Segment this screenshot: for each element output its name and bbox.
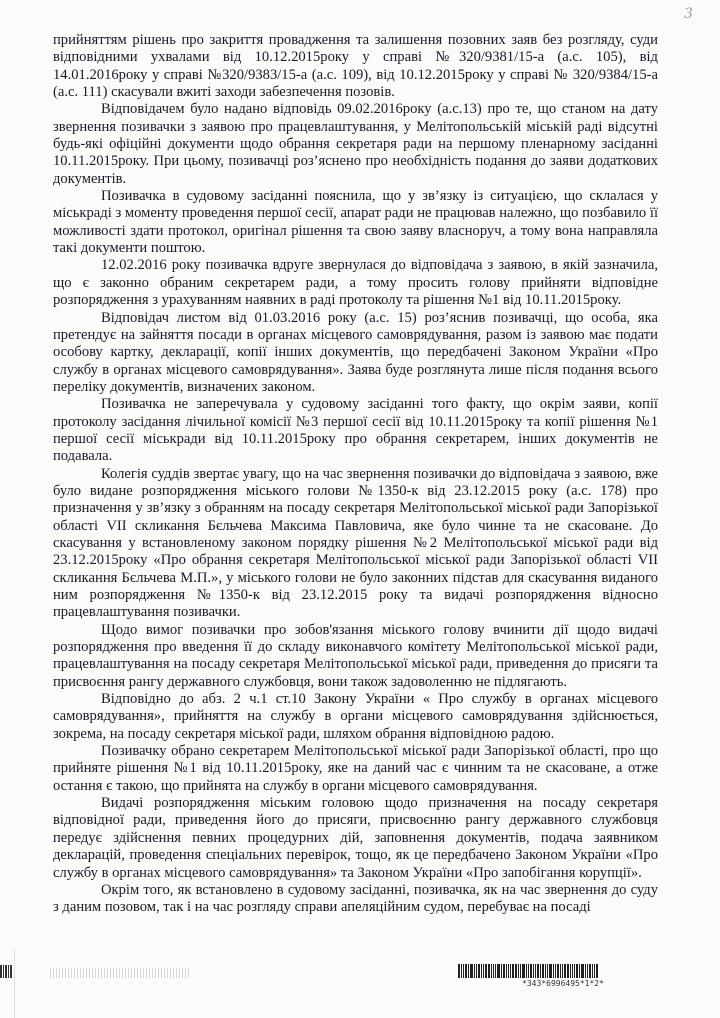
barcode-bar bbox=[560, 964, 561, 978]
barcode-bar bbox=[587, 964, 588, 978]
barcode-bar bbox=[596, 964, 598, 978]
barcode bbox=[458, 964, 658, 988]
barcode-bar bbox=[528, 964, 529, 978]
barcode-bar bbox=[570, 964, 571, 978]
barcode-bar bbox=[537, 964, 539, 978]
barcode-bar bbox=[474, 964, 475, 978]
paragraph: Колегія суддів звертає увагу, що на час звернення позивачки до відповідача з заявою, вже було видане розпорядження міського голови №1350-к від 23.12.2015 року (а.с. 178) про призначення у зв’язку з обранням на посаду секретаря Мелітопольської міської ради Запорізької області VII скликання Бєльчева Максима Павловича, яке було чинне та не скасоване. До скасування у встановленому законом порядку рішення №2 Мелітопольської міської ради від 23.12.2015року «Про обрання секретаря Мелітопольської міської ради Запорізької області VII скликання Бєльчева М.П.», у міського голови не було законних підстав для скасування виданого ним розпорядження №1350-к від 23.12.2015 року та видачі розпорядження відносно працевлаштування позивачки. bbox=[53, 465, 658, 621]
document-body bbox=[53, 32, 658, 917]
barcode-bar bbox=[533, 964, 534, 978]
edge-barcode-fragment bbox=[0, 965, 14, 978]
barcode-bar bbox=[493, 964, 494, 978]
barcode-bar bbox=[468, 964, 469, 978]
barcode-bar bbox=[592, 964, 593, 978]
paragraph: Позивачка не заперечувала у судовому засіданні того факту, що окрім заяви, копії протоколу засідання лічильної комісії №3 першої сесії від 10.11.2015року та копії рішення №1 першої сесії міськради від 10.11.2015року про обрання секретарем, інших документів не подавала. bbox=[53, 396, 658, 465]
barcode-bar bbox=[488, 964, 490, 978]
barcode-bar bbox=[518, 964, 519, 978]
barcode-bar bbox=[589, 964, 591, 978]
barcode-bar bbox=[512, 964, 514, 978]
paragraph: Окрім того, як встановлено в судовому засіданні, позивачка, як на час звернення до суду з даним позовом, так і на час розгляду справи апеляційним судом, перебуває на посаді bbox=[53, 881, 658, 916]
paragraph: Відповідач листом від 01.03.2016 року (а.с. 15) роз’яснив позивачці, що особа, яка претендує на зайняття посади в органах місцевого самоврядування, разом із заявою має подати особову картку, декларації, копії інших документів, що передбачені Законом України «Про службу в органах місцевого самоврядування». Заява буде розглянута лише після подання всього переліку документів, визначених законом. bbox=[53, 309, 658, 395]
barcode-bar bbox=[585, 964, 586, 978]
paragraph: Позивачку обрано секретарем Мелітопольської міської ради Запорізької області, про що прийняте рішення №1 від 10.11.2015року, яке на даний час є чинним та не скасоване, а отже остання є такою, що прийнята на службу в органи місцевого самоврядування. bbox=[53, 743, 658, 794]
barcode-bar bbox=[535, 964, 536, 978]
barcode-text: *343*6996495*1*2* bbox=[522, 979, 604, 988]
barcode-bar bbox=[530, 964, 532, 978]
barcode-bar bbox=[594, 964, 595, 978]
paragraph: 12.02.2016 року позивачка вдруге звернулася до відповідача з заявою, в якій зазначила, що є законно обраним секретарем ради, а тому просить голову прийняти відповідне розпорядження з урахуванням наявних в раді протоколу та рішення №1 від 10.11.2015року. bbox=[53, 257, 658, 309]
barcode-bar bbox=[515, 964, 517, 978]
barcode-bar bbox=[574, 964, 575, 978]
barcode-bar bbox=[520, 964, 521, 978]
barcode-bar bbox=[576, 964, 578, 978]
barcode-bar bbox=[540, 964, 541, 978]
barcode-bar bbox=[526, 964, 527, 978]
barcode-bar bbox=[485, 964, 487, 978]
barcode-bar bbox=[501, 964, 502, 978]
paragraph: Позивачка в судовому засіданні пояснила, що у зв’язку із ситуацією, що склалася у міськраді з моменту проведення першої сесії, апарат ради не працював належно, що позбавило її можливості здати протокол, оригінал рішення та свою заяву власноруч, а тому вона направляла такі документи поштою. bbox=[53, 188, 658, 257]
barcode-bar bbox=[549, 964, 552, 978]
barcode-bar bbox=[542, 964, 544, 978]
barcode-bar bbox=[555, 964, 556, 978]
scan-edge bbox=[14, 950, 15, 1018]
faint-barcode-shadow bbox=[50, 968, 190, 978]
paragraph: Відповідачем було надано відповідь 09.02.2016року (а.с.13) про те, що станом на дату звернення позивачки з заявою про працевлаштування, у Мелітопольській міській раді відсутні будь-які офіційні документи щодо обрання секретаря ради на першому пленарному засіданні 10.11.2015року. При цьому, позивачці роз’яснено про необхідність подання до заяви додаткових документів. bbox=[53, 101, 658, 187]
barcode-bar bbox=[495, 964, 496, 978]
barcode-bar bbox=[465, 964, 467, 978]
page-number-mark: 3 bbox=[684, 6, 693, 22]
barcode-bar bbox=[581, 964, 584, 978]
barcode-bar bbox=[497, 964, 500, 978]
barcode-bar bbox=[478, 964, 480, 978]
barcode-bar bbox=[491, 964, 492, 978]
barcode-bar bbox=[547, 964, 548, 978]
paragraph: Відповідно до абз. 2 ч.1 ст.10 Закону України « Про службу в органах місцевого самоврядування», прийняття на службу в органи місцевого самоврядування здійснюється, зокрема, на посаду секретаря міської ради, шляхом обрання відповідною радою. bbox=[53, 691, 658, 742]
barcode-bar bbox=[567, 964, 569, 978]
barcode-bar bbox=[572, 964, 573, 978]
barcode-bar bbox=[483, 964, 484, 978]
paragraph: Щодо вимог позивачки про зобов'язання міського голову вчинити дії щодо видачі розпорядження про введення її до складу виконавчого комітету Мелітопольської міської ради, працевлаштування на посаду секретаря Мелітопольської міської ради, приведення до присяги та присвоєння рангу державного службовця, вони також задоволенню не підлягають. bbox=[53, 621, 658, 690]
barcode-bar bbox=[553, 964, 554, 978]
barcode-bar bbox=[562, 964, 563, 978]
barcode-bar bbox=[506, 964, 507, 978]
barcode-bar bbox=[545, 964, 546, 978]
barcode-bar bbox=[463, 964, 464, 978]
barcode-bar bbox=[470, 964, 473, 978]
paragraph: Видачі розпорядження міським головою щодо призначення на посаду секретаря відповідної ради, приведення його до присяги, присвоєнню рангу державного службовця передує здійснення певних процедурних дій, заповнення документів, подача заявником декларацій, проведення спеціальних перевірок, тощо, як це передбачено Законом України «Про службу в органах місцевого самоврядування» та Законом України «Про запобігання корупції». bbox=[53, 795, 658, 881]
barcode-bar bbox=[557, 964, 559, 978]
barcode-bar bbox=[508, 964, 509, 978]
barcode-bar bbox=[522, 964, 525, 978]
barcode-bar bbox=[461, 964, 462, 978]
barcode-bar bbox=[458, 964, 460, 978]
barcode-bar bbox=[579, 964, 580, 978]
barcode-bar bbox=[510, 964, 511, 978]
barcode-bar bbox=[481, 964, 482, 978]
barcode-bar bbox=[476, 964, 477, 978]
paragraph: прийняттям рішень про закриття провадження та залишення позовних заяв без розгляду, суди відповідними ухвалами від 10.12.2015року у справі №320/9381/15-а (а.с. 105), від 14.01.2016року у справі №320/9383/15-а (а.с. 109), від 10.12.2015року у справі № 320/9384/15-а (а.с. 111) скасували вжиті заходи забезпечення позовів. bbox=[53, 32, 658, 101]
barcode-bars bbox=[458, 964, 658, 978]
barcode-bar bbox=[503, 964, 505, 978]
barcode-bar bbox=[564, 964, 566, 978]
